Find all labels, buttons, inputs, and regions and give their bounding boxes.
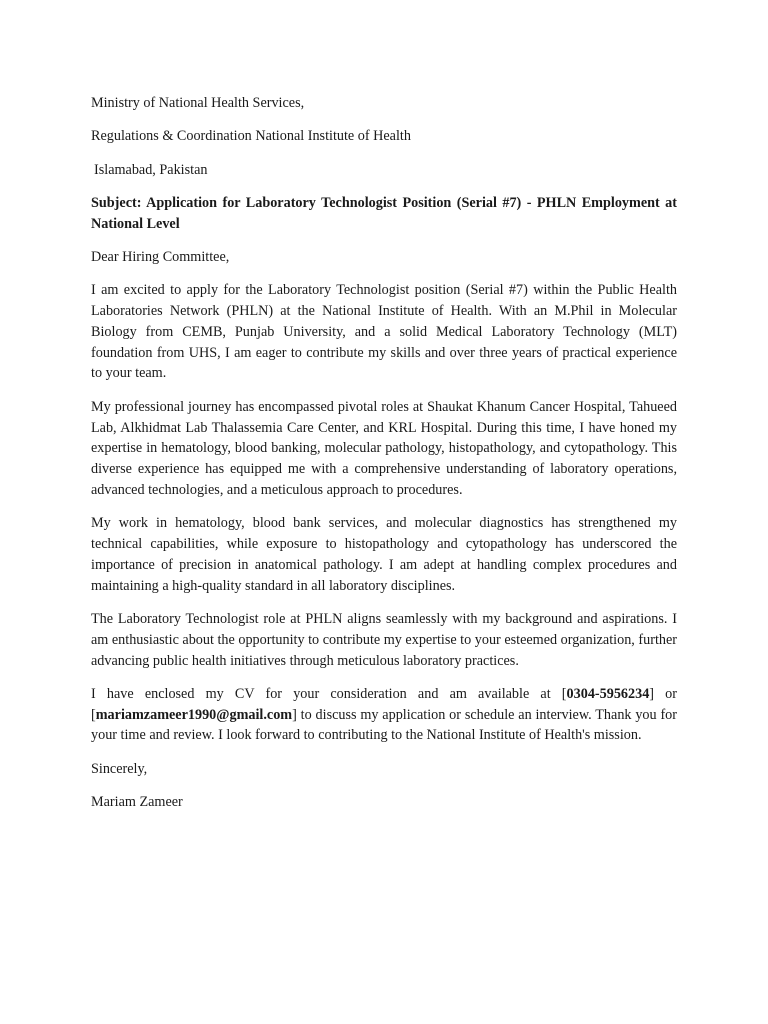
closing: Sincerely, bbox=[91, 760, 148, 777]
address-line-ministry: Ministry of National Health Services, bbox=[91, 95, 305, 111]
letter-document bbox=[91, 93, 677, 825]
subject-line: Subject: Application for Laboratory Technologist Position (Serial #7) - PHLN Employment at National Level bbox=[91, 194, 677, 232]
body-paragraph-fit: The Laboratory Technologist role at PHLN aligns seamlessly with my background and aspirations. I am enthusiastic about the opportunity to contribute my expertise to your esteemed organization, further advancing public health initiatives through meticulous laboratory practices. bbox=[91, 610, 677, 669]
contact-text-part2: ] or [ bbox=[91, 685, 677, 723]
body-paragraph-skills: My work in hematology, blood bank services, and molecular diagnostics has strengthened my technical capabilities, while exposure to histopathology and cytopathology has underscored the importance of precision in anatomical pathology. I am adept at handling complex procedures and maintaining a high-quality standard in all laboratory disciplines. bbox=[91, 515, 677, 594]
address-line-city: Islamabad, Pakistan bbox=[94, 161, 208, 178]
phone-number: 0304-5956234 bbox=[566, 685, 650, 702]
body-paragraph-contact bbox=[91, 684, 677, 746]
address-line-institute: Regulations & Coordination National Institute of Health bbox=[91, 128, 411, 145]
signature-name: Mariam Zameer bbox=[91, 794, 183, 811]
contact-text-part1: I have enclosed my CV for your consideration and am available at [ bbox=[91, 685, 567, 702]
email-address: mariamzameer1990@gmail.com bbox=[95, 706, 293, 723]
salutation: Dear Hiring Committee, bbox=[91, 248, 230, 265]
body-paragraph-intro: I am excited to apply for the Laboratory Technologist position (Serial #7) within the Public Health Laboratories Network (PHLN) at the National Institute of Health. With an M.Phil in Molecular Biology from CEMB, Punjab University, and a solid Medical Laboratory Technology (MLT) foundation from UHS, I am eager to contribute my skills and over three years of practical experience to your team. bbox=[91, 282, 677, 382]
contact-text-part3: ] to discuss my application or schedule an interview. Thank you for your time and review. I look forward to contributing to the National Institute of Health's mission. bbox=[91, 706, 677, 744]
body-paragraph-experience: My professional journey has encompassed pivotal roles at Shaukat Khanum Cancer Hospital, Tahueed Lab, Alkhidmat Lab Thalassemia Care Center, and KRL Hospital. During this time, I have honed my expertise in hematology, blood banking, molecular pathology, histopathology, and cytopathology. This diverse experience has equipped me with a comprehensive understanding of laboratory operations, advanced technologies, and a meticulous approach to procedures. bbox=[91, 398, 677, 498]
